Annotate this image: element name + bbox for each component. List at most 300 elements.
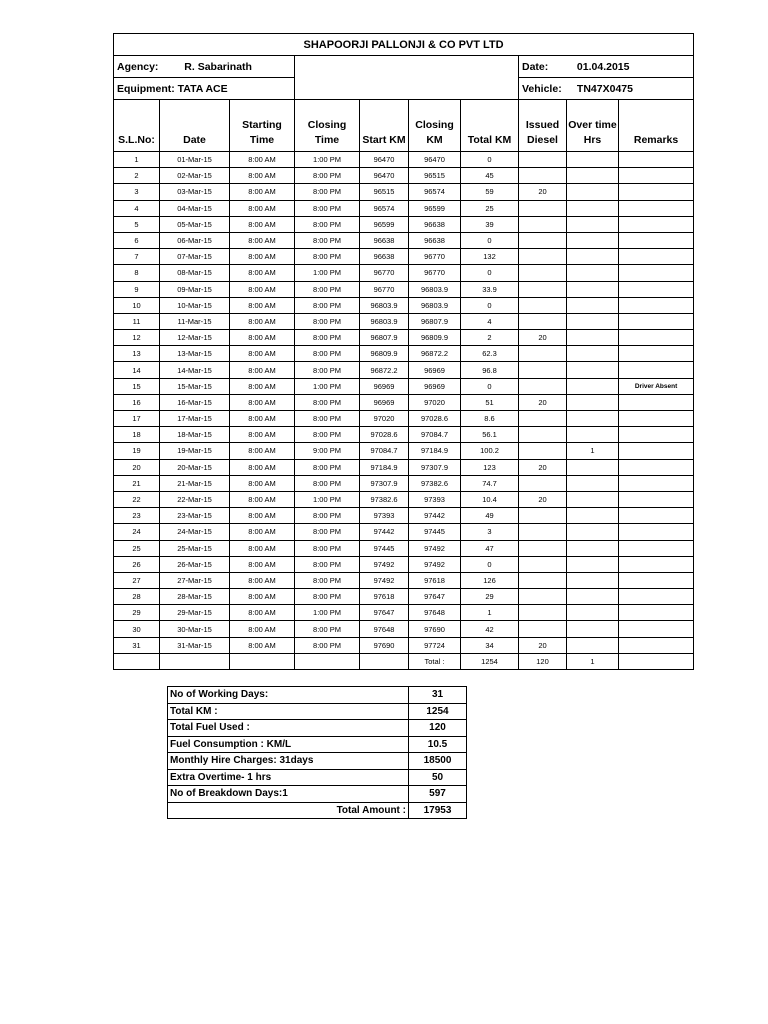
- cell-date: 01-Mar-15: [160, 152, 230, 168]
- cell-total-km: 8.6: [461, 411, 519, 427]
- cell-overtime-hrs: [567, 216, 619, 232]
- cell-overtime-hrs: [567, 313, 619, 329]
- table-row: [114, 232, 694, 248]
- cell-start-km: 96574: [360, 200, 409, 216]
- summary-label: Total KM :: [168, 703, 409, 720]
- cell-closing-km: 96969: [409, 378, 461, 394]
- cell-slno: 25: [114, 540, 160, 556]
- cell-total-km: 0: [461, 232, 519, 248]
- cell-overtime-hrs: [567, 637, 619, 653]
- cell-slno: 27: [114, 572, 160, 588]
- cell-slno: 20: [114, 459, 160, 475]
- cell-closing-km: 97445: [409, 524, 461, 540]
- table-row: [114, 475, 694, 491]
- cell-closing-km: 97618: [409, 572, 461, 588]
- log-sheet-table: [113, 33, 694, 670]
- totals-overtime: 1: [567, 653, 619, 669]
- cell-remarks: [619, 572, 694, 588]
- cell-slno: 29: [114, 605, 160, 621]
- cell-total-km: 74.7: [461, 475, 519, 491]
- cell-remarks: [619, 556, 694, 572]
- cell-start-km: 96638: [360, 232, 409, 248]
- cell-date: 07-Mar-15: [160, 249, 230, 265]
- cell-date: 14-Mar-15: [160, 362, 230, 378]
- table-row: [114, 313, 694, 329]
- cell-closing-time: 8:00 PM: [295, 411, 360, 427]
- vehicle-value: TN47X0475: [576, 82, 633, 95]
- summary-label: Fuel Consumption : KM/L: [168, 736, 409, 753]
- cell-start-km: 97647: [360, 605, 409, 621]
- summary-total-label: Total Amount :: [168, 802, 409, 819]
- cell-starting-time: 8:00 AM: [230, 621, 295, 637]
- cell-starting-time: 8:00 AM: [230, 411, 295, 427]
- cell-remarks: Driver Absent: [619, 378, 694, 394]
- cell-closing-km: 96770: [409, 249, 461, 265]
- col-remarks: Remarks: [619, 100, 694, 152]
- cell-starting-time: 8:00 AM: [230, 346, 295, 362]
- cell-slno: 3: [114, 184, 160, 200]
- cell-remarks: [619, 330, 694, 346]
- cell-starting-time: 8:00 AM: [230, 378, 295, 394]
- header-blank-cell: [295, 56, 519, 100]
- summary-value: 1254: [409, 703, 467, 720]
- cell-date: 09-Mar-15: [160, 281, 230, 297]
- table-row: [114, 249, 694, 265]
- cell-start-km: 97393: [360, 508, 409, 524]
- cell-issued-diesel: [519, 411, 567, 427]
- cell-closing-km: 96599: [409, 200, 461, 216]
- cell-closing-km: 96470: [409, 152, 461, 168]
- table-row: [114, 572, 694, 588]
- cell-closing-time: 8:00 PM: [295, 508, 360, 524]
- cell-date: 04-Mar-15: [160, 200, 230, 216]
- cell-starting-time: 8:00 AM: [230, 394, 295, 410]
- cell-issued-diesel: 20: [519, 637, 567, 653]
- cell-total-km: 45: [461, 168, 519, 184]
- cell-starting-time: 8:00 AM: [230, 281, 295, 297]
- cell-slno: 4: [114, 200, 160, 216]
- cell-closing-km: 97020: [409, 394, 461, 410]
- totals-issued-diesel: 120: [519, 653, 567, 669]
- cell-slno: 2: [114, 168, 160, 184]
- summary-value: 120: [409, 720, 467, 737]
- cell-date: 26-Mar-15: [160, 556, 230, 572]
- cell-total-km: 100.2: [461, 443, 519, 459]
- cell-total-km: 10.4: [461, 491, 519, 507]
- cell-total-km: 47: [461, 540, 519, 556]
- cell-closing-time: 8:00 PM: [295, 540, 360, 556]
- cell-starting-time: 8:00 AM: [230, 524, 295, 540]
- cell-overtime-hrs: [567, 540, 619, 556]
- cell-closing-km: 96770: [409, 265, 461, 281]
- cell-remarks: [619, 411, 694, 427]
- cell-total-km: 4: [461, 313, 519, 329]
- cell-closing-km: 97492: [409, 556, 461, 572]
- cell-closing-time: 1:00 PM: [295, 491, 360, 507]
- cell-start-km: 97648: [360, 621, 409, 637]
- cell-slno: 8: [114, 265, 160, 281]
- cell-total-km: 42: [461, 621, 519, 637]
- cell-start-km: 97084.7: [360, 443, 409, 459]
- cell-issued-diesel: [519, 281, 567, 297]
- cell-date: 16-Mar-15: [160, 394, 230, 410]
- summary-value: 10.5: [409, 736, 467, 753]
- cell-issued-diesel: [519, 589, 567, 605]
- equipment-label: Equipment:: [117, 82, 175, 95]
- cell-closing-km: 97307.9: [409, 459, 461, 475]
- cell-closing-km: 97690: [409, 621, 461, 637]
- cell-remarks: [619, 637, 694, 653]
- cell-start-km: 96803.9: [360, 297, 409, 313]
- table-row: [114, 168, 694, 184]
- totals-total-km: 1254: [461, 653, 519, 669]
- cell-slno: 10: [114, 297, 160, 313]
- summary-row: [168, 753, 467, 770]
- cell-total-km: 39: [461, 216, 519, 232]
- cell-slno: 28: [114, 589, 160, 605]
- table-row: [114, 330, 694, 346]
- col-issued-diesel: Issued Diesel: [519, 100, 567, 152]
- cell-slno: 11: [114, 313, 160, 329]
- cell-slno: 26: [114, 556, 160, 572]
- cell-starting-time: 8:00 AM: [230, 443, 295, 459]
- cell-total-km: 0: [461, 297, 519, 313]
- cell-issued-diesel: 20: [519, 394, 567, 410]
- cell-overtime-hrs: 1: [567, 443, 619, 459]
- table-row: [114, 378, 694, 394]
- cell-slno: 19: [114, 443, 160, 459]
- cell-closing-time: 8:00 PM: [295, 524, 360, 540]
- cell-remarks: [619, 362, 694, 378]
- cell-date: 21-Mar-15: [160, 475, 230, 491]
- cell-slno: 1: [114, 152, 160, 168]
- cell-date: 03-Mar-15: [160, 184, 230, 200]
- cell-overtime-hrs: [567, 281, 619, 297]
- col-overtime-hrs: Over time Hrs: [567, 100, 619, 152]
- cell-start-km: 96599: [360, 216, 409, 232]
- cell-date: 10-Mar-15: [160, 297, 230, 313]
- cell-start-km: 96470: [360, 152, 409, 168]
- date-cell: [519, 56, 694, 78]
- cell-slno: 23: [114, 508, 160, 524]
- cell-issued-diesel: [519, 297, 567, 313]
- cell-remarks: [619, 443, 694, 459]
- date-value: 01.04.2015: [576, 60, 630, 73]
- cell-start-km: 96470: [360, 168, 409, 184]
- cell-issued-diesel: [519, 524, 567, 540]
- cell-remarks: [619, 589, 694, 605]
- summary-value: 597: [409, 786, 467, 803]
- cell-issued-diesel: [519, 475, 567, 491]
- cell-issued-diesel: [519, 313, 567, 329]
- cell-closing-time: 9:00 PM: [295, 443, 360, 459]
- cell-remarks: [619, 427, 694, 443]
- cell-remarks: [619, 184, 694, 200]
- summary-row: [168, 786, 467, 803]
- cell-closing-time: 8:00 PM: [295, 427, 360, 443]
- col-date: Date: [160, 100, 230, 152]
- column-header-row: [114, 100, 694, 152]
- cell-remarks: [619, 524, 694, 540]
- cell-overtime-hrs: [567, 411, 619, 427]
- cell-date: 20-Mar-15: [160, 459, 230, 475]
- cell-start-km: 97442: [360, 524, 409, 540]
- cell-closing-km: 97393: [409, 491, 461, 507]
- cell-closing-time: 8:00 PM: [295, 330, 360, 346]
- cell-starting-time: 8:00 AM: [230, 491, 295, 507]
- cell-closing-time: 8:00 PM: [295, 621, 360, 637]
- summary-row: [168, 703, 467, 720]
- cell-remarks: [619, 540, 694, 556]
- cell-closing-time: 8:00 PM: [295, 232, 360, 248]
- cell-closing-km: 96969: [409, 362, 461, 378]
- cell-closing-time: 8:00 PM: [295, 281, 360, 297]
- summary-total-value: 17953: [409, 802, 467, 819]
- cell-overtime-hrs: [567, 200, 619, 216]
- cell-closing-km: 97724: [409, 637, 461, 653]
- cell-date: 22-Mar-15: [160, 491, 230, 507]
- cell-total-km: 2: [461, 330, 519, 346]
- totals-label: Total :: [409, 653, 461, 669]
- cell-start-km: 97020: [360, 411, 409, 427]
- cell-date: 19-Mar-15: [160, 443, 230, 459]
- cell-closing-time: 8:00 PM: [295, 475, 360, 491]
- cell-date: 02-Mar-15: [160, 168, 230, 184]
- cell-starting-time: 8:00 AM: [230, 249, 295, 265]
- cell-starting-time: 8:00 AM: [230, 168, 295, 184]
- cell-overtime-hrs: [567, 297, 619, 313]
- col-start-km: Start KM: [360, 100, 409, 152]
- cell-remarks: [619, 459, 694, 475]
- cell-date: 24-Mar-15: [160, 524, 230, 540]
- cell-overtime-hrs: [567, 249, 619, 265]
- table-row: [114, 637, 694, 653]
- cell-remarks: [619, 297, 694, 313]
- cell-date: 13-Mar-15: [160, 346, 230, 362]
- cell-total-km: 0: [461, 378, 519, 394]
- cell-closing-time: 8:00 PM: [295, 459, 360, 475]
- summary-label: No of Breakdown Days:1: [168, 786, 409, 803]
- cell-starting-time: 8:00 AM: [230, 216, 295, 232]
- cell-overtime-hrs: [567, 589, 619, 605]
- cell-total-km: 96.8: [461, 362, 519, 378]
- cell-date: 08-Mar-15: [160, 265, 230, 281]
- cell-remarks: [619, 508, 694, 524]
- cell-starting-time: 8:00 AM: [230, 475, 295, 491]
- cell-start-km: 96515: [360, 184, 409, 200]
- cell-closing-km: 97492: [409, 540, 461, 556]
- cell-issued-diesel: [519, 232, 567, 248]
- date-label: Date:: [522, 60, 549, 73]
- cell-issued-diesel: [519, 168, 567, 184]
- cell-overtime-hrs: [567, 427, 619, 443]
- cell-overtime-hrs: [567, 232, 619, 248]
- table-row: [114, 605, 694, 621]
- cell-issued-diesel: [519, 216, 567, 232]
- cell-closing-km: 97028.6: [409, 411, 461, 427]
- cell-slno: 7: [114, 249, 160, 265]
- cell-closing-km: 96574: [409, 184, 461, 200]
- cell-starting-time: 8:00 AM: [230, 540, 295, 556]
- col-starting-time: Starting Time: [230, 100, 295, 152]
- agency-cell: [114, 56, 295, 78]
- cell-starting-time: 8:00 AM: [230, 508, 295, 524]
- summary-value: 50: [409, 769, 467, 786]
- cell-closing-km: 96638: [409, 216, 461, 232]
- cell-overtime-hrs: [567, 168, 619, 184]
- col-closing-time: Closing Time: [295, 100, 360, 152]
- cell-start-km: 97307.9: [360, 475, 409, 491]
- cell-date: 12-Mar-15: [160, 330, 230, 346]
- cell-starting-time: 8:00 AM: [230, 152, 295, 168]
- cell-closing-time: 1:00 PM: [295, 152, 360, 168]
- company-title: SHAPOORJI PALLONJI & CO PVT LTD: [114, 34, 694, 56]
- cell-total-km: 3: [461, 524, 519, 540]
- col-total-km: Total KM: [461, 100, 519, 152]
- cell-date: 27-Mar-15: [160, 572, 230, 588]
- cell-date: 28-Mar-15: [160, 589, 230, 605]
- cell-overtime-hrs: [567, 491, 619, 507]
- cell-closing-time: 8:00 PM: [295, 556, 360, 572]
- summary-row: [168, 736, 467, 753]
- cell-closing-km: 96807.9: [409, 313, 461, 329]
- cell-starting-time: 8:00 AM: [230, 200, 295, 216]
- cell-remarks: [619, 346, 694, 362]
- cell-closing-km: 97382.6: [409, 475, 461, 491]
- cell-closing-km: 97084.7: [409, 427, 461, 443]
- cell-date: 17-Mar-15: [160, 411, 230, 427]
- cell-slno: 16: [114, 394, 160, 410]
- cell-start-km: 96969: [360, 378, 409, 394]
- cell-total-km: 56.1: [461, 427, 519, 443]
- cell-closing-km: 96809.9: [409, 330, 461, 346]
- cell-starting-time: 8:00 AM: [230, 330, 295, 346]
- cell-remarks: [619, 281, 694, 297]
- table-row: [114, 427, 694, 443]
- cell-slno: 24: [114, 524, 160, 540]
- summary-total-row: [168, 802, 467, 819]
- cell-issued-diesel: [519, 427, 567, 443]
- cell-start-km: 97028.6: [360, 427, 409, 443]
- equipment-cell: [114, 78, 295, 100]
- cell-total-km: 0: [461, 152, 519, 168]
- cell-total-km: 34: [461, 637, 519, 653]
- cell-starting-time: 8:00 AM: [230, 313, 295, 329]
- cell-slno: 13: [114, 346, 160, 362]
- cell-closing-time: 8:00 PM: [295, 394, 360, 410]
- cell-starting-time: 8:00 AM: [230, 265, 295, 281]
- cell-closing-km: 96803.9: [409, 297, 461, 313]
- cell-overtime-hrs: [567, 346, 619, 362]
- summary-row: [168, 769, 467, 786]
- cell-start-km: 96770: [360, 265, 409, 281]
- cell-overtime-hrs: [567, 621, 619, 637]
- cell-starting-time: 8:00 AM: [230, 637, 295, 653]
- cell-closing-time: 8:00 PM: [295, 200, 360, 216]
- cell-remarks: [619, 200, 694, 216]
- cell-issued-diesel: [519, 508, 567, 524]
- totals-row: [114, 653, 694, 669]
- cell-closing-km: 96872.2: [409, 346, 461, 362]
- cell-closing-km: 97184.9: [409, 443, 461, 459]
- cell-date: 29-Mar-15: [160, 605, 230, 621]
- cell-total-km: 0: [461, 265, 519, 281]
- cell-start-km: 97492: [360, 556, 409, 572]
- summary-value: 18500: [409, 753, 467, 770]
- cell-issued-diesel: [519, 621, 567, 637]
- cell-start-km: 97690: [360, 637, 409, 653]
- cell-slno: 22: [114, 491, 160, 507]
- cell-remarks: [619, 265, 694, 281]
- cell-closing-time: 1:00 PM: [295, 265, 360, 281]
- cell-remarks: [619, 249, 694, 265]
- cell-overtime-hrs: [567, 394, 619, 410]
- cell-starting-time: 8:00 AM: [230, 184, 295, 200]
- cell-closing-time: 8:00 PM: [295, 249, 360, 265]
- cell-closing-time: 8:00 PM: [295, 589, 360, 605]
- table-row: [114, 621, 694, 637]
- cell-closing-km: 96515: [409, 168, 461, 184]
- cell-remarks: [619, 152, 694, 168]
- cell-start-km: 97618: [360, 589, 409, 605]
- cell-remarks: [619, 168, 694, 184]
- cell-date: 15-Mar-15: [160, 378, 230, 394]
- cell-issued-diesel: [519, 152, 567, 168]
- cell-starting-time: 8:00 AM: [230, 232, 295, 248]
- summary-table: [167, 686, 467, 819]
- cell-closing-time: 8:00 PM: [295, 216, 360, 232]
- cell-overtime-hrs: [567, 330, 619, 346]
- cell-starting-time: 8:00 AM: [230, 459, 295, 475]
- cell-start-km: 97382.6: [360, 491, 409, 507]
- cell-date: 06-Mar-15: [160, 232, 230, 248]
- cell-slno: 18: [114, 427, 160, 443]
- table-row: [114, 508, 694, 524]
- col-slno: S.L.No:: [114, 100, 160, 152]
- cell-closing-time: 8:00 PM: [295, 362, 360, 378]
- cell-overtime-hrs: [567, 378, 619, 394]
- cell-date: 25-Mar-15: [160, 540, 230, 556]
- cell-total-km: 49: [461, 508, 519, 524]
- cell-closing-km: 97648: [409, 605, 461, 621]
- cell-issued-diesel: 20: [519, 330, 567, 346]
- table-row: [114, 184, 694, 200]
- table-row: [114, 589, 694, 605]
- cell-date: 05-Mar-15: [160, 216, 230, 232]
- cell-starting-time: 8:00 AM: [230, 572, 295, 588]
- cell-date: 11-Mar-15: [160, 313, 230, 329]
- cell-closing-time: 8:00 PM: [295, 184, 360, 200]
- cell-closing-time: 8:00 PM: [295, 168, 360, 184]
- cell-starting-time: 8:00 AM: [230, 297, 295, 313]
- cell-total-km: 1: [461, 605, 519, 621]
- cell-date: 30-Mar-15: [160, 621, 230, 637]
- cell-closing-time: 8:00 PM: [295, 313, 360, 329]
- cell-issued-diesel: [519, 362, 567, 378]
- cell-starting-time: 8:00 AM: [230, 589, 295, 605]
- cell-issued-diesel: [519, 605, 567, 621]
- table-row: [114, 346, 694, 362]
- cell-slno: 14: [114, 362, 160, 378]
- summary-label: Monthly Hire Charges: 31days: [168, 753, 409, 770]
- cell-closing-time: 1:00 PM: [295, 378, 360, 394]
- table-row: [114, 152, 694, 168]
- cell-overtime-hrs: [567, 362, 619, 378]
- cell-total-km: 59: [461, 184, 519, 200]
- cell-issued-diesel: 20: [519, 184, 567, 200]
- cell-remarks: [619, 232, 694, 248]
- cell-issued-diesel: [519, 200, 567, 216]
